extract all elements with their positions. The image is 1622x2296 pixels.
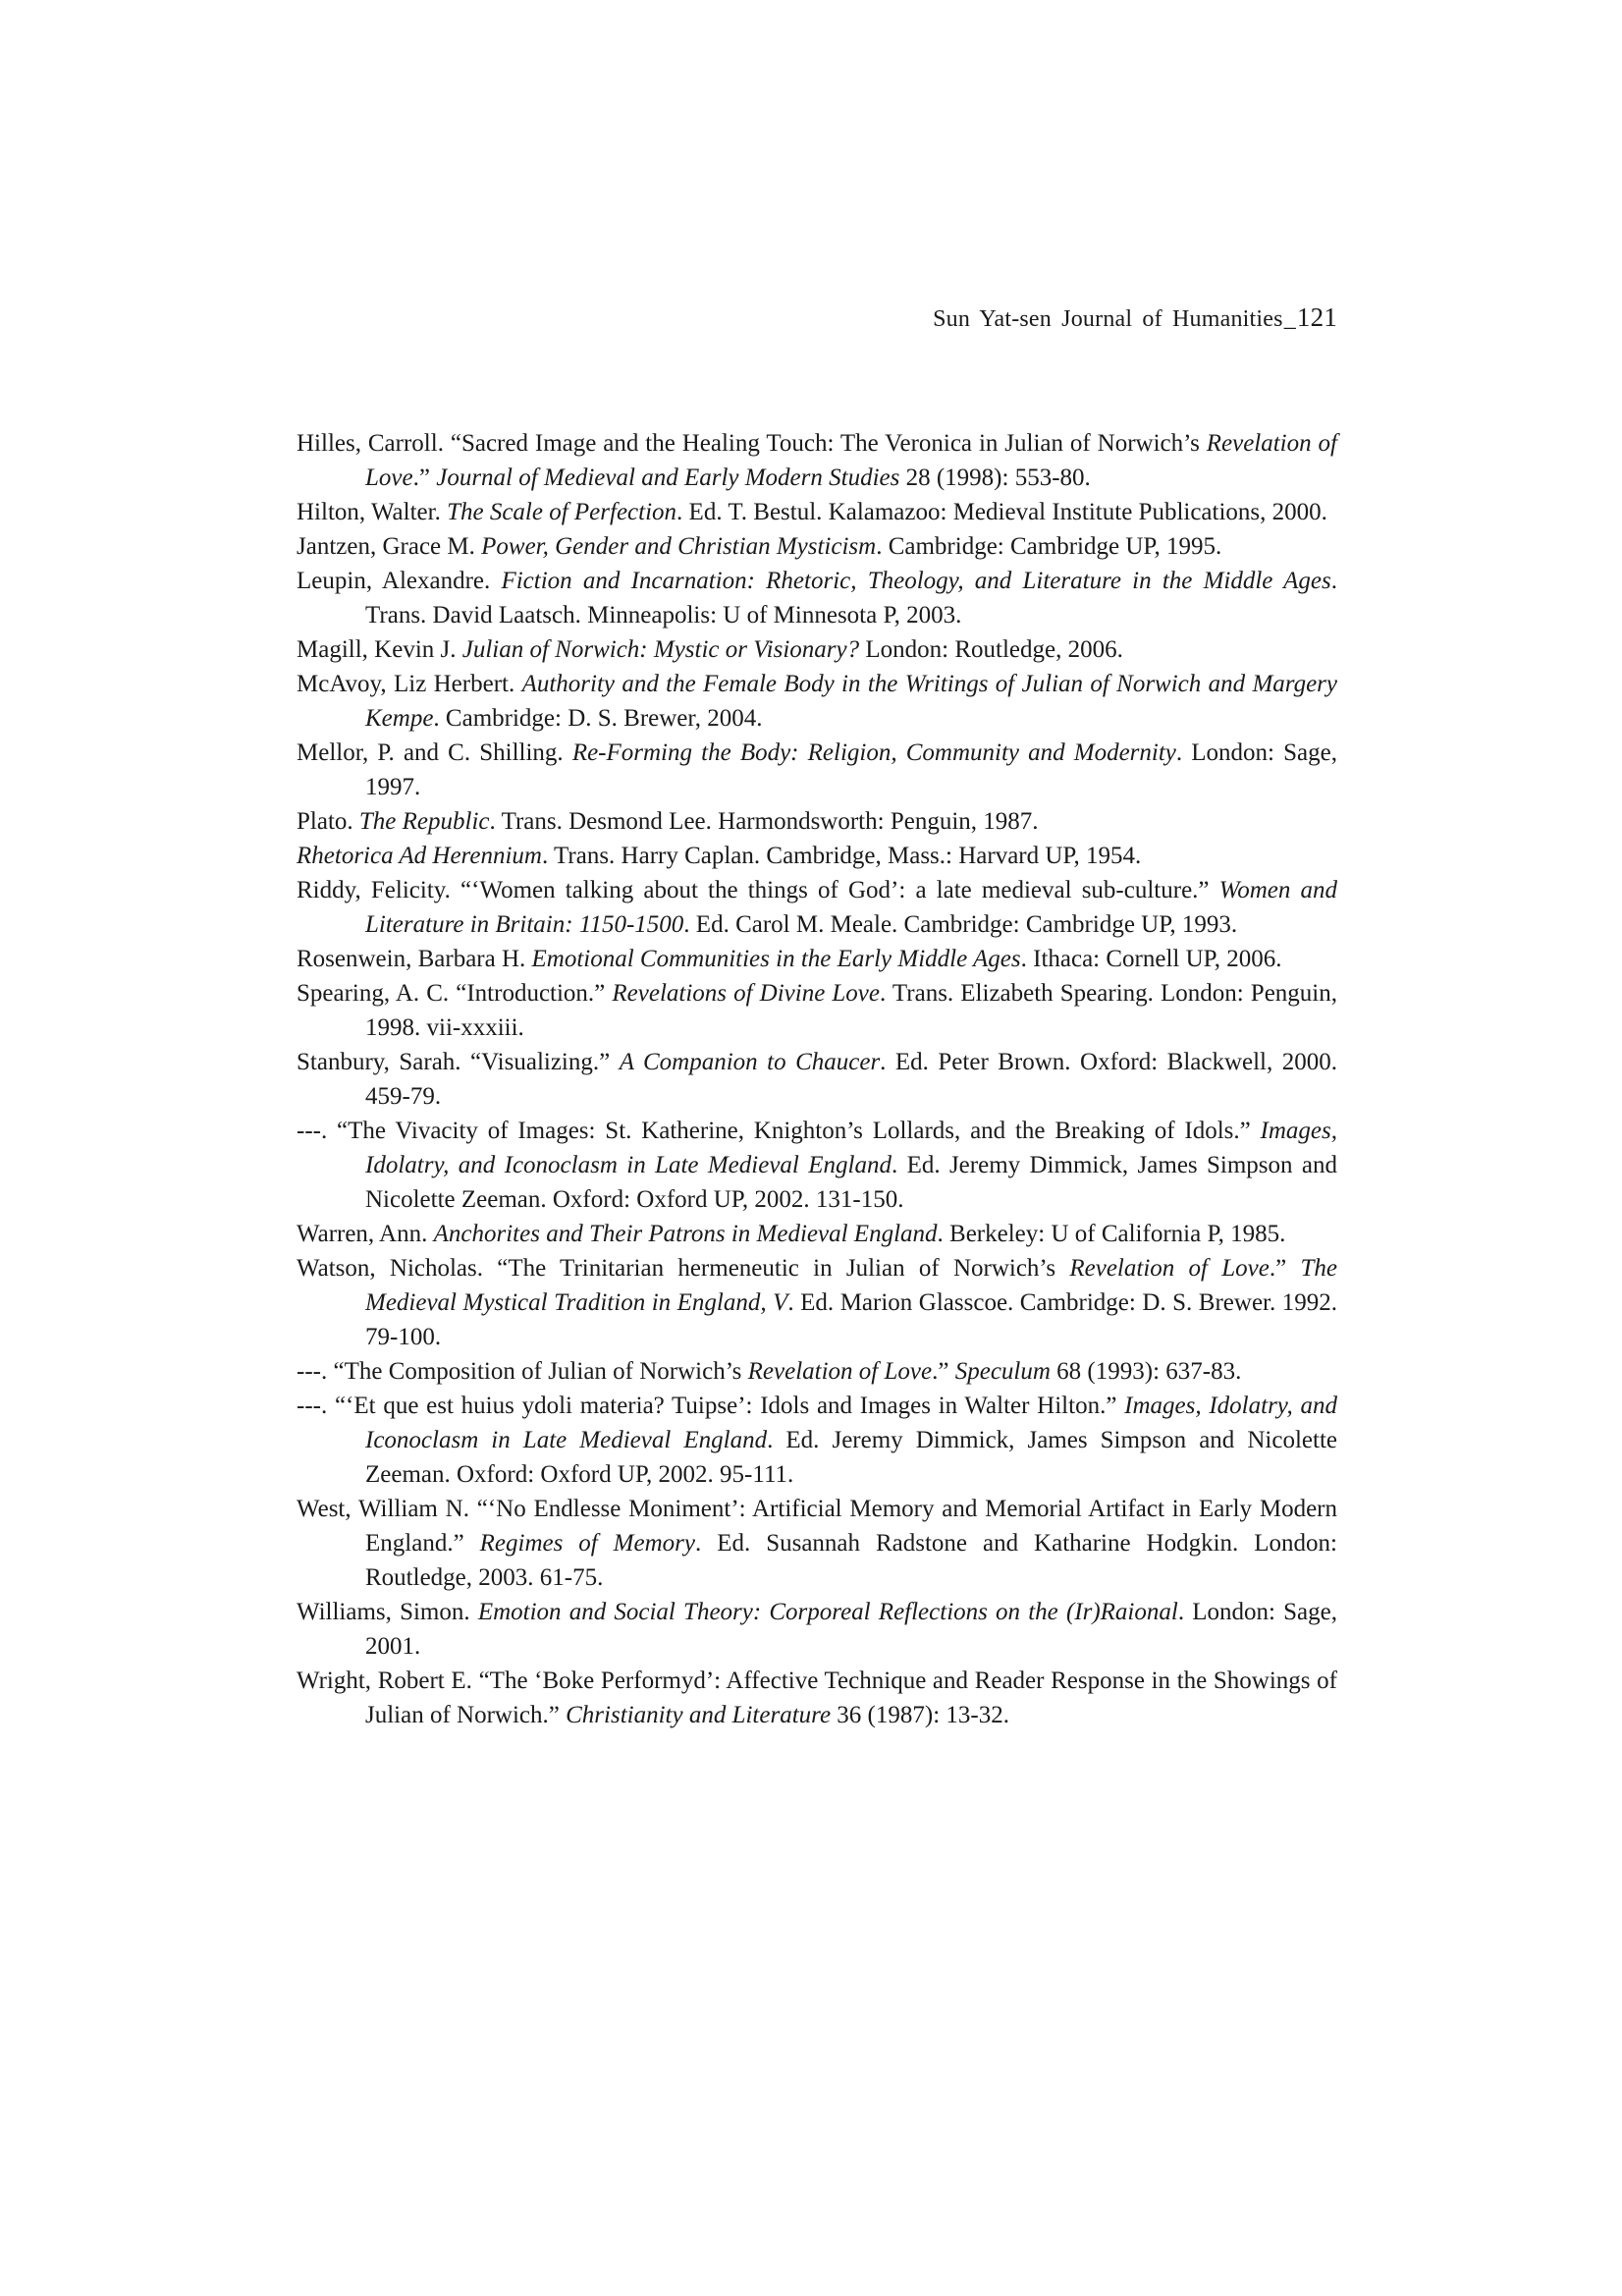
entry-text: Jantzen, Grace M. xyxy=(297,533,482,560)
entry-title-italic: Christianity and Literature xyxy=(566,1702,832,1728)
entry-title-italic: Anchorites and Their Patrons in Medieval England xyxy=(433,1221,938,1247)
entry-text: Hilles, Carroll. “Sacred Image and the Healing Touch: The Veronica in Julian of Norwich’s xyxy=(297,430,1207,457)
page-number: 121 xyxy=(1296,302,1337,332)
bibliography-entry xyxy=(297,839,1337,873)
entry-text: Hilton, Walter. xyxy=(297,499,448,525)
entry-text: . Trans. Harry Caplan. Cambridge, Mass.: Harvard UP, 1954. xyxy=(541,843,1142,869)
entry-text: Leupin, Alexandre. xyxy=(297,568,502,594)
journal-title: Sun Yat-sen Journal of Humanities xyxy=(933,306,1283,332)
entry-text: . London: Sage, 2001. xyxy=(365,1599,1337,1660)
entry-title-italic: Images, Idolatry, and Iconoclasm in Late Medieval England xyxy=(365,1393,1337,1453)
entry-text: Stanbury, Sarah. “Visualizing.” xyxy=(297,1049,620,1075)
entry-title-italic: Regimes of Memory xyxy=(479,1530,695,1557)
entry-text: 36 (1987): 13-32. xyxy=(831,1702,1009,1728)
entry-text: Riddy, Felicity. “‘Women talking about the things of God’: a late medieval sub-culture.” xyxy=(297,877,1219,903)
entry-title-italic: The Medieval Mystical Tradition in England, V xyxy=(365,1255,1337,1316)
bibliography-entry xyxy=(297,1251,1337,1354)
entry-text: Magill, Kevin J. xyxy=(297,636,462,663)
bibliography-entry xyxy=(297,942,1337,976)
bibliography-entry xyxy=(297,1664,1337,1732)
entry-text: Plato. xyxy=(297,808,359,835)
entry-text: . Ed. Peter Brown. Oxford: Blackwell, 2000. 459-79. xyxy=(365,1049,1337,1110)
entry-title-italic: Images, Idolatry, and Iconoclasm in Late Medieval England xyxy=(365,1118,1337,1178)
entry-text: 68 (1993): 637-83. xyxy=(1050,1358,1242,1385)
entry-title-italic: Authority and the Female Body in the Writings of Julian of Norwich and Margery Kempe xyxy=(365,671,1337,732)
entry-text: . Cambridge: Cambridge UP, 1995. xyxy=(876,533,1222,560)
bibliography-entry xyxy=(297,804,1337,839)
entry-text: Rosenwein, Barbara H. xyxy=(297,946,532,972)
entry-title-italic: Emotion and Social Theory: Corporeal Reflections on the (Ir)Raional xyxy=(477,1599,1178,1625)
bibliography-entry xyxy=(297,667,1337,736)
running-header xyxy=(933,302,1337,333)
entry-title-italic: Power, Gender and Christian Mysticism xyxy=(481,533,877,560)
entry-text: . Berkeley: U of California P, 1985. xyxy=(937,1221,1286,1247)
bibliography-entry xyxy=(297,1114,1337,1217)
bibliography-entry xyxy=(297,426,1337,495)
bibliography-entry xyxy=(297,873,1337,942)
entry-title-italic: Revelation of Love xyxy=(1069,1255,1270,1282)
entry-text: .” xyxy=(932,1358,955,1385)
bibliography-entry xyxy=(297,1389,1337,1492)
entry-title-italic: Emotional Communities in the Early Middle Ages xyxy=(531,946,1021,972)
entry-text: .” xyxy=(1269,1255,1301,1282)
entry-text: ---. “The Vivacity of Images: St. Katherine, Knighton’s Lollards, and the Breaking of Idols.” xyxy=(297,1118,1261,1144)
entry-title-italic: Revelation of Love xyxy=(747,1358,933,1385)
entry-title-italic: Revelations of Divine Love xyxy=(612,980,880,1007)
bibliography-entry xyxy=(297,736,1337,804)
entry-text: . Ed. Susannah Radstone and Katharine Hodgkin. London: Routledge, 2003. 61-75. xyxy=(365,1530,1337,1591)
entry-text: . Trans. Desmond Lee. Harmondsworth: Penguin, 1987. xyxy=(489,808,1039,835)
entry-text: Wright, Robert E. “The ‘Boke Performyd’: Affective Technique and Reader Response in the Showings of Julian of Norwich.” xyxy=(297,1667,1337,1728)
bibliography-entry xyxy=(297,976,1337,1045)
bibliography-entry xyxy=(297,1354,1337,1389)
entry-title-italic: A Companion to Chaucer xyxy=(619,1049,881,1075)
entry-text: . Trans. David Laatsch. Minneapolis: U of Minnesota P, 2003. xyxy=(365,568,1337,629)
entry-text: . London: Sage, 1997. xyxy=(365,739,1337,800)
entry-text: West, William N. “‘No Endlesse Moniment’: Artificial Memory and Memorial Artifact in Early Modern England.” xyxy=(297,1496,1337,1557)
entry-text: Watson, Nicholas. “The Trinitarian hermeneutic in Julian of Norwich’s xyxy=(297,1255,1070,1282)
entry-title-italic: Fiction and Incarnation: Rhetoric, Theology, and Literature in the Middle Ages xyxy=(501,568,1331,594)
entry-text: . Ed. Jeremy Dimmick, James Simpson and Nicolette Zeeman. Oxford: Oxford UP, 2002. 95-111. xyxy=(365,1427,1337,1488)
entry-text: ---. “The Composition of Julian of Norwich’s xyxy=(297,1358,748,1385)
entry-title-italic: Journal of Medieval and Early Modern Studies xyxy=(436,465,900,491)
entry-text: .” xyxy=(412,465,437,491)
entry-title-italic: Women and Literature in Britain: 1150-1500 xyxy=(365,877,1338,938)
entry-title-italic: Rhetorica Ad Herennium xyxy=(297,843,542,869)
entry-title-italic: Speculum xyxy=(954,1358,1051,1385)
bibliography-list xyxy=(297,426,1337,1732)
header-separator: _ xyxy=(1283,306,1296,332)
entry-text: . Trans. Elizabeth Spearing. London: Penguin, 1998. vii-xxxiii. xyxy=(365,980,1337,1041)
entry-text: London: Routledge, 2006. xyxy=(859,636,1123,663)
entry-text: Warren, Ann. xyxy=(297,1221,434,1247)
entry-text: . Ed. T. Bestul. Kalamazoo: Medieval Institute Publications, 2000. xyxy=(676,499,1327,525)
bibliography-entry xyxy=(297,1045,1337,1114)
entry-text: ---. “‘Et que est huius ydoli materia? Tuipse’: Idols and Images in Walter Hilton.” xyxy=(297,1393,1125,1419)
entry-text: 28 (1998): 553-80. xyxy=(899,465,1091,491)
entry-title-italic: The Scale of Perfection xyxy=(447,499,677,525)
entry-text: . Ithaca: Cornell UP, 2006. xyxy=(1020,946,1282,972)
entry-text: . Ed. Carol M. Meale. Cambridge: Cambridge UP, 1993. xyxy=(683,911,1238,938)
entry-text: . Ed. Jeremy Dimmick, James Simpson and Nicolette Zeeman. Oxford: Oxford UP, 2002. 131-150. xyxy=(365,1152,1337,1213)
entry-text: . Cambridge: D. S. Brewer, 2004. xyxy=(433,705,763,732)
bibliography-entry xyxy=(297,1217,1337,1251)
entry-title-italic: Revelation of Love xyxy=(365,430,1337,491)
bibliography-entry xyxy=(297,1492,1337,1595)
entry-title-italic: Re-Forming the Body: Religion, Community and Modernity xyxy=(571,739,1176,766)
entry-text: McAvoy, Liz Herbert. xyxy=(297,671,522,697)
bibliography-entry xyxy=(297,529,1337,564)
entry-title-italic: The Republic xyxy=(358,808,490,835)
bibliography-entry xyxy=(297,1595,1337,1664)
bibliography-entry xyxy=(297,564,1337,632)
entry-text: Williams, Simon. xyxy=(297,1599,478,1625)
entry-title-italic: Julian of Norwich: Mystic or Visionary? xyxy=(461,636,860,663)
entry-text: Mellor, P. and C. Shilling. xyxy=(297,739,572,766)
entry-text: Spearing, A. C. “Introduction.” xyxy=(297,980,613,1007)
entry-text: . Ed. Marion Glasscoe. Cambridge: D. S. Brewer. 1992. 79-100. xyxy=(365,1289,1337,1350)
bibliography-entry xyxy=(297,632,1337,667)
bibliography-entry xyxy=(297,495,1337,529)
